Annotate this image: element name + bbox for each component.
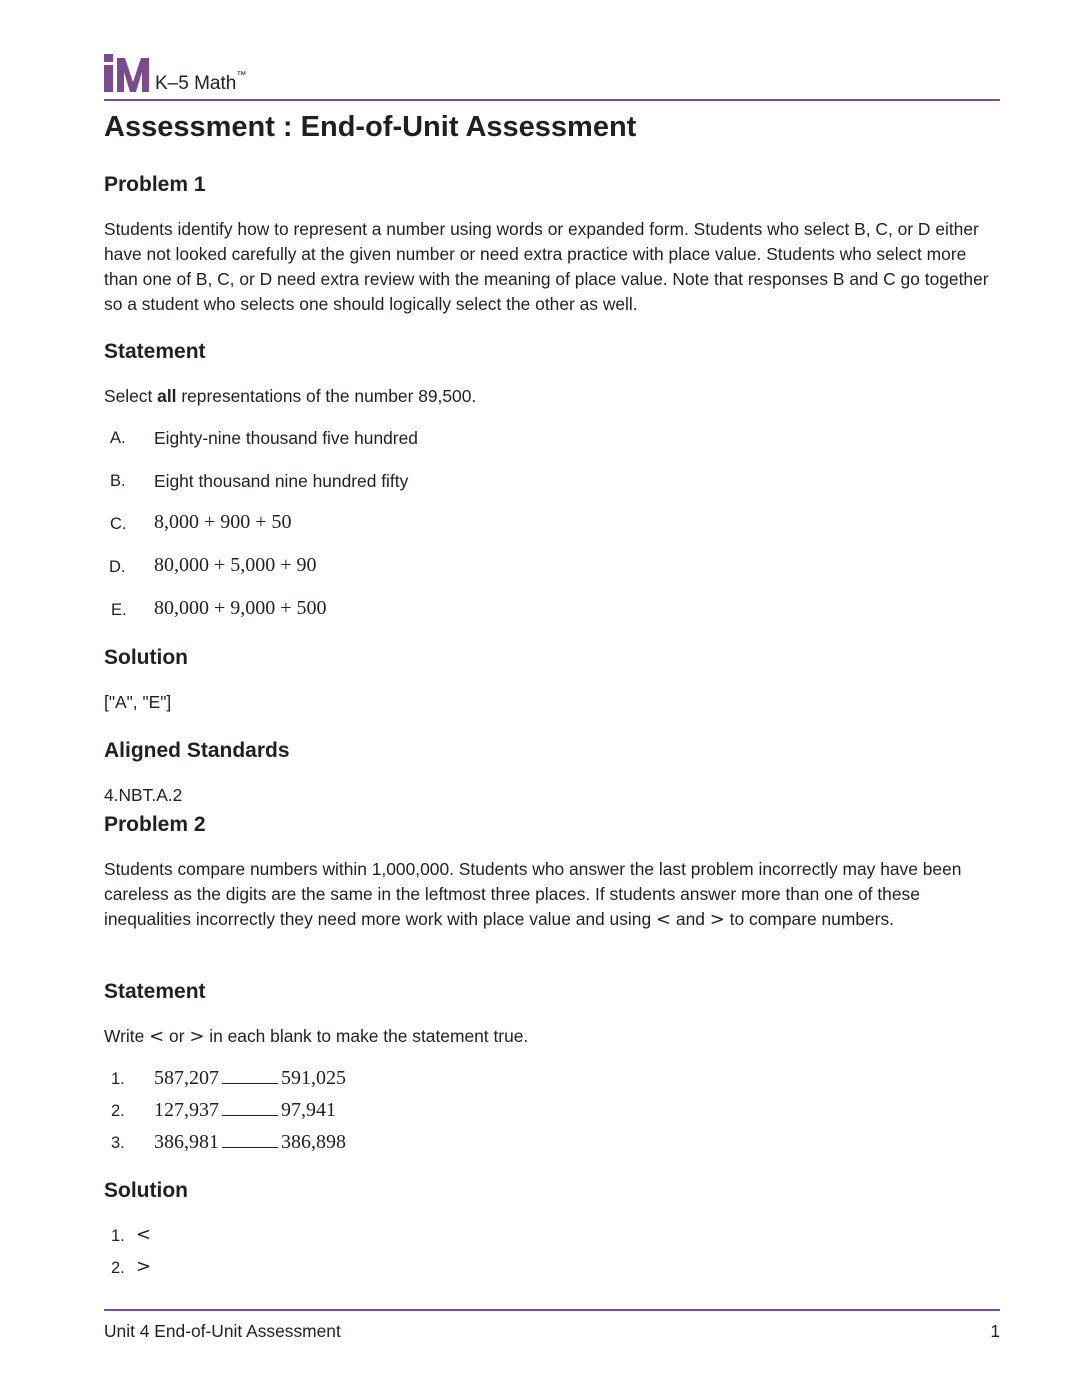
- problem-2-description: Students compare numbers within 1,000,000. Students who answer the last problem incorrectly may have been careless as the digits are the same in the leftmost three places. If students answer more than one of these inequalities incorrectly they need more work with place value and using < and > to compare numbers.: [104, 859, 962, 930]
- problem-2-statement-heading: Statement: [104, 980, 206, 1003]
- option-text: 80,000 + 5,000 + 90: [154, 554, 317, 576]
- problem-1-description: Students identify how to represent a number using words or expanded form. Students who select B, C, or D either have not looked carefully at the given number or need extra practice with place value. Students who select more than one of B, C, or D need extra review with the meaning of place value. Note that responses B and C go together so a student who selects one should logically select the other as well.: [104, 219, 989, 314]
- problem-1-statement-heading: Statement: [104, 340, 206, 363]
- page-number: 1: [990, 1321, 1000, 1341]
- comparison-expression: 127,937 97,941: [154, 1099, 336, 1121]
- header-rule: [104, 99, 1000, 101]
- option-text: Eighty-nine thousand five hundred: [154, 428, 418, 448]
- footer-unit-title: Unit 4 End-of-Unit Assessment: [104, 1321, 341, 1341]
- option-letter: D.: [109, 558, 126, 576]
- option-text: 8,000 + 900 + 50: [154, 511, 292, 533]
- problem-1-solution-heading: Solution: [104, 646, 188, 669]
- comparison-expression: 587,207 591,025: [154, 1067, 346, 1089]
- option-letter: E.: [111, 601, 127, 619]
- problem-2-statement: Write < or > in each blank to make the statement true.: [104, 1026, 529, 1047]
- item-number: 3.: [111, 1134, 125, 1152]
- problem-2-heading: Problem 2: [104, 813, 206, 836]
- document-page: [104, 0, 1000, 1392]
- problem-1-solution: ["A", "E"]: [104, 692, 172, 712]
- im-logo: [104, 54, 150, 94]
- answer-blank[interactable]: [222, 1065, 278, 1084]
- footer-rule: [104, 1309, 1000, 1311]
- page-title: Assessment : End-of-Unit Assessment: [104, 111, 637, 143]
- answer-blank[interactable]: [222, 1097, 278, 1116]
- option-letter: B.: [110, 472, 126, 490]
- comparison-expression: 386,981 386,898: [154, 1131, 346, 1153]
- answer-blank[interactable]: [222, 1129, 278, 1148]
- solution-answer: <: [136, 1224, 152, 1245]
- option-text: 80,000 + 9,000 + 500: [154, 597, 327, 619]
- item-number: 1.: [111, 1227, 125, 1245]
- item-number: 1.: [111, 1070, 125, 1088]
- option-text: Eight thousand nine hundred fifty: [154, 471, 409, 491]
- item-number: 2.: [111, 1259, 125, 1277]
- aligned-standards-value: 4.NBT.A.2: [104, 785, 183, 805]
- aligned-standards-heading: Aligned Standards: [104, 739, 290, 762]
- brand-name: K–5 Math™: [155, 69, 247, 94]
- item-number: 2.: [111, 1102, 125, 1120]
- problem-1-heading: Problem 1: [104, 173, 206, 196]
- option-letter: A.: [110, 429, 126, 447]
- solution-answer: >: [136, 1256, 152, 1277]
- problem-2-solution-heading: Solution: [104, 1179, 188, 1202]
- problem-1-statement: Select all representations of the number 89,500.: [104, 386, 477, 406]
- option-letter: C.: [110, 515, 127, 533]
